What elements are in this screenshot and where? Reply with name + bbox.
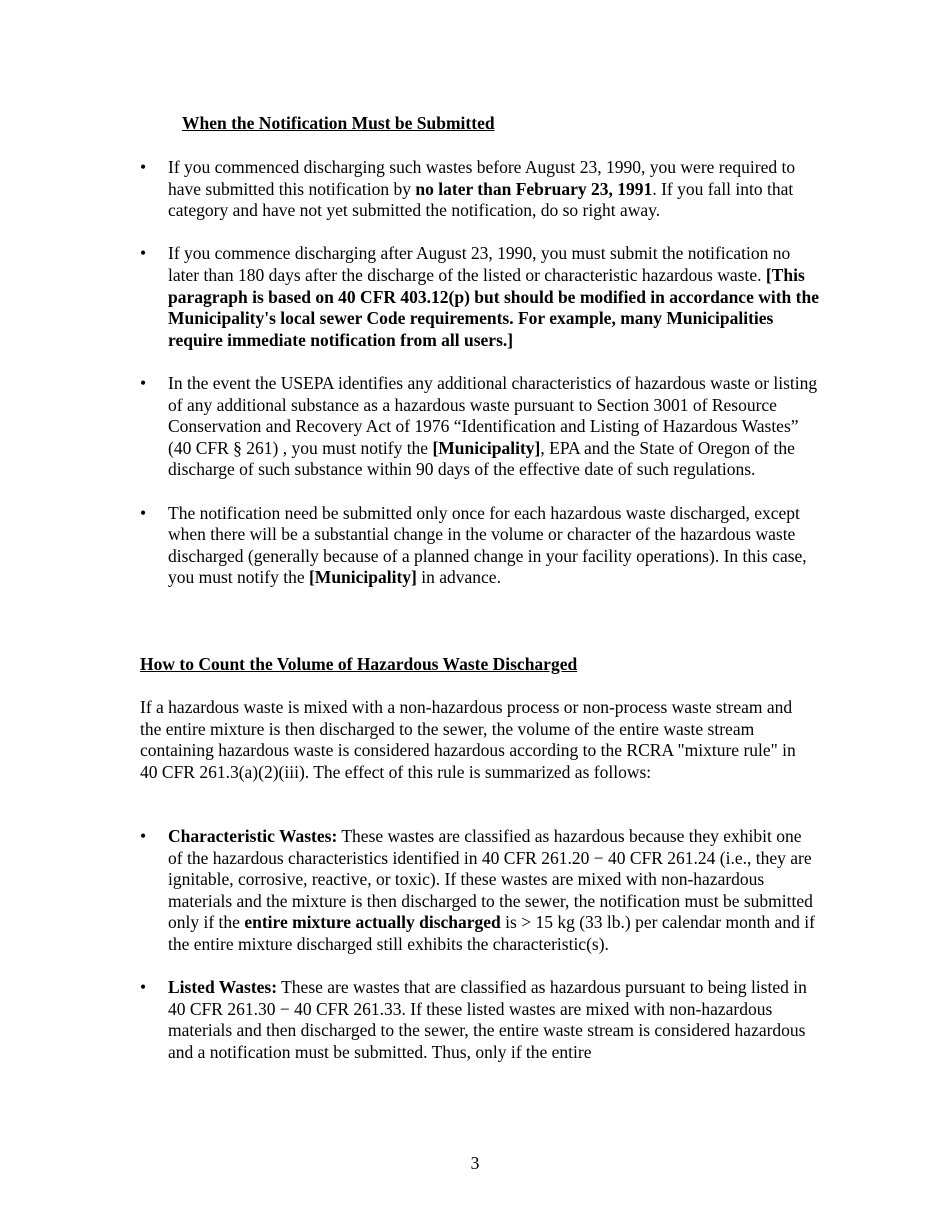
waste-type-list: [140, 826, 820, 1064]
bullet-icon: •: [140, 826, 147, 846]
list-item: • Characteristic Wastes: These wastes are classified as hazardous because they exhibit one of the hazardous characteristics identified in 40 CFR 261.20 − 40 CFR 261.24 (i.e., they are ignitable, corrosive, reactive, or toxic). If these wastes are mixed with non-hazardous materials and the mixture is then discharged to the sewer, the notification must be submitted only if the entire mixture actually discharged is > 15 kg (33 lb.) per calendar month and if the entire mixture discharged still exhibits the characteristic(s).: [140, 826, 815, 954]
section-heading-notification-timing: When the Notification Must be Submitted: [182, 113, 495, 133]
mixture-rule-paragraph: If a hazardous waste is mixed with a non-hazardous process or non-process waste stream and the entire mixture is then discharged to the sewer, the volume of the entire waste stream containing hazardous waste is considered hazardous according to the RCRA "mixture rule" in 40 CFR 261.3(a)(2)(iii). The effect of this rule is summarized as follows:: [140, 697, 796, 782]
list-item: • If you commence discharging after August 23, 1990, you must submit the notification no later than 180 days after the discharge of the listed or characteristic hazardous waste. [This paragraph is based on 40 CFR 403.12(p) but should be modified in accordance with the Municipality's local sewer Code requirements. For example, many Municipalities require immediate notification from all users.]: [140, 243, 819, 350]
notification-timing-list: [140, 157, 820, 589]
list-item: • The notification need be submitted only once for each hazardous waste discharged, except when there will be a substantial change in the volume or character of the hazardous waste discharged (generally because of a planned change in your facility operations). In this case, you must notify the [Municipality] in advance.: [140, 502, 807, 588]
list-item: • Listed Wastes: These are wastes that are classified as hazardous pursuant to being listed in 40 CFR 261.30 − 40 CFR 261.33. If these listed wastes are mixed with non-hazardous materials and then discharged to the sewer, the entire waste stream is considered hazardous and a notification must be submitted. Thus, only if the entire: [140, 977, 807, 1062]
section-heading-volume-count: How to Count the Volume of Hazardous Waste Discharged: [140, 654, 578, 674]
bullet-icon: •: [140, 372, 147, 393]
list-item: • In the event the USEPA identifies any additional characteristics of hazardous waste or listing of any additional substance as a hazardous waste pursuant to Section 3001 of Resource Conservation and Recovery Act of 1976 “Identification and Listing of Hazardous Wastes” (40 CFR § 261) , you must notify the [Municipality], EPA and the State of Oregon of the discharge of such substance within 90 days of the effective date of such regulations.: [140, 372, 818, 480]
page-number: 3: [470, 1153, 480, 1173]
bullet-icon: •: [140, 157, 147, 177]
list-item: • If you commenced discharging such wastes before August 23, 1990, you were required to have submitted this notification by no later than February 23, 1991. If you fall into that category and have not yet submitted the notification, do so right away.: [140, 157, 796, 221]
bullet-icon: •: [140, 977, 147, 998]
bullet-icon: •: [140, 243, 147, 264]
bullet-icon: •: [140, 502, 147, 523]
